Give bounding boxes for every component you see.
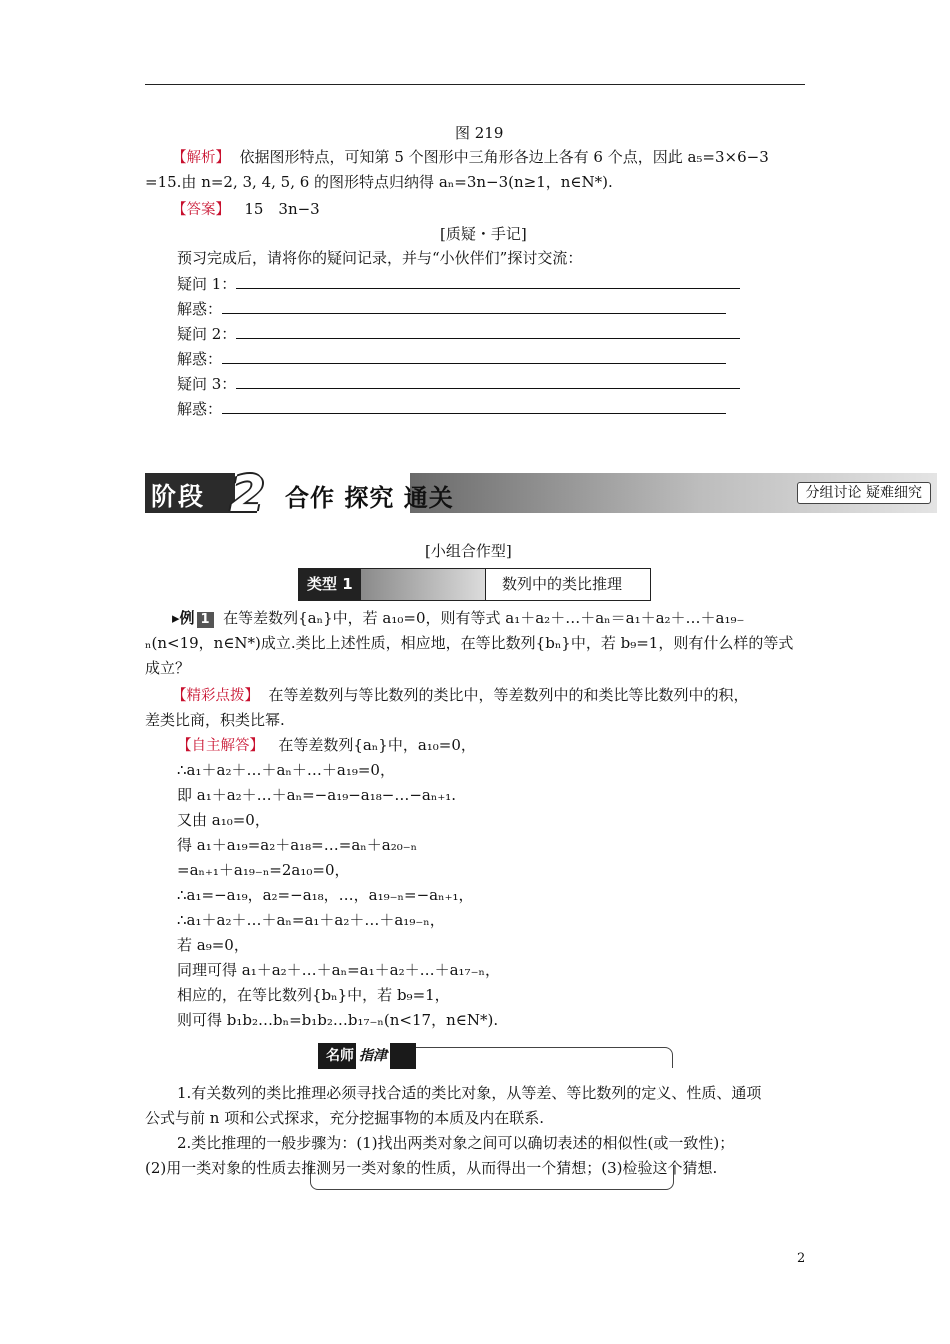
example-line-2: ₙ(n<19，n∈N*)成立.类比上述性质，相应地，在等比数列{bₙ}中，若 b₉=1，则有什么样的等式	[145, 634, 794, 652]
hint-text-1: 在等差数列与等比数列的类比中，等差数列中的和类比等比数列中的积，	[268, 686, 749, 704]
notes-row-label: 疑问 1：	[177, 275, 237, 293]
solution-line-6: ∴a₁=−a₁₉，a₂=−a₁₈，…，a₁₉₋ₙ=−aₙ₊₁，	[177, 886, 474, 904]
figure-caption: 图 219	[455, 124, 504, 142]
notes-intro: 预习完成后，请将你的疑问记录，并与“小伙伴们”探讨交流：	[177, 249, 583, 267]
analysis-line-2: =15.由 n=2, 3, 4, 5, 6 的图形特点归纳得 aₙ=3n−3(n≥1，n∈N*).	[145, 173, 613, 191]
hint-line-2: 差类比商，积类比幂.	[145, 711, 285, 729]
teacher-note-p2-2: (2)用一类对象的性质去推测另一类对象的性质，从而得出一个猜想；(3)检验这个猜想.	[145, 1159, 718, 1177]
page-number: 2	[797, 1251, 806, 1266]
type-1-label: 类型 1	[299, 569, 361, 600]
teacher-note-p2-1: 2.类比推理的一般步骤为：(1)找出两类对象之间可以确切表述的相似性(或一致性)；	[177, 1134, 735, 1152]
analysis-line-1	[172, 145, 769, 170]
example-badge: ▸例 1	[172, 606, 214, 630]
notes-row-label: 疑问 3：	[177, 375, 237, 393]
solution-line-5: =aₙ₊₁＋a₁₉₋ₙ=2a₁₀=0，	[177, 861, 350, 879]
teacher-note-badge-text: 名师	[326, 1048, 354, 1064]
notes-row-label: 解惑：	[177, 300, 223, 318]
notes-row-1	[177, 272, 740, 296]
solution-line-0	[177, 733, 476, 758]
teacher-note-top-border	[416, 1047, 673, 1068]
solution-line-10: 相应的，在等比数列{bₙ}中，若 b₉=1，	[177, 986, 450, 1004]
notes-row-2	[177, 297, 726, 321]
stage-banner	[145, 465, 937, 523]
question-1-field[interactable]	[236, 274, 740, 289]
notes-row-label: 疑问 2：	[177, 325, 237, 343]
question-3-field[interactable]	[236, 374, 740, 389]
group-type-heading: [小组合作型]	[425, 542, 512, 560]
answer-text: 15 3n−3	[244, 200, 320, 218]
stage-tag: 分组讨论 疑难细究	[797, 482, 931, 504]
hint-line-1	[172, 683, 749, 708]
answer-1-field[interactable]	[222, 299, 726, 314]
analysis-text-1: 依据图形特点，可知第 5 个图形中三角形各边上各有 6 个点，因此 a₅=3×6−3	[239, 148, 769, 166]
example-badge-text: 例	[179, 609, 195, 627]
example-number: 1	[197, 612, 214, 628]
stage-label: 阶段	[151, 482, 206, 511]
header-rule	[145, 84, 805, 85]
notes-heading: [质疑・手记]	[440, 225, 527, 243]
solution-line-1: ∴a₁＋a₂＋…＋aₙ＋…＋a₁₉=0，	[177, 761, 395, 779]
example-text-1: 在等差数列{aₙ}中，若 a₁₀=0，则有等式 a₁＋a₂＋…＋aₙ＝a₁＋a₂＋…＋a₁₉₋	[223, 609, 745, 627]
teacher-note-badge	[318, 1043, 416, 1069]
answer-3-field[interactable]	[222, 399, 726, 414]
analysis-label: 【解析】	[172, 150, 230, 166]
solution-line-3: 又由 a₁₀=0，	[177, 811, 270, 829]
solution-label: 【自主解答】	[177, 738, 264, 754]
notes-row-label: 解惑：	[177, 350, 223, 368]
question-2-field[interactable]	[236, 324, 740, 339]
answer-label: 【答案】	[172, 202, 230, 218]
example-line-3: 成立？	[145, 659, 191, 677]
type-1-title: 数列中的类比推理	[485, 569, 649, 600]
solution-line-2: 即 a₁＋a₂＋…＋aₙ=−a₁₉−a₁₈−…−aₙ₊₁.	[177, 786, 457, 804]
hint-label: 【精彩点拨】	[172, 688, 259, 704]
notes-row-6	[177, 397, 726, 421]
answer-2-field[interactable]	[222, 349, 726, 364]
answer-line	[172, 197, 320, 222]
solution-line-9: 同理可得 a₁＋a₂＋…＋aₙ=a₁＋a₂＋…＋a₁₇₋ₙ，	[177, 961, 500, 979]
type-1-gradient	[361, 569, 485, 600]
teacher-note-badge-text-2: 指津	[356, 1043, 390, 1069]
notes-row-4	[177, 347, 726, 371]
type-1-box	[298, 568, 651, 601]
solution-line-11: 则可得 b₁b₂…bₙ=b₁b₂…b₁₇₋ₙ(n<17，n∈N*).	[177, 1011, 499, 1029]
notes-row-label: 解惑：	[177, 400, 223, 418]
solution-text-0: 在等差数列{aₙ}中，a₁₀=0，	[278, 736, 476, 754]
stage-number: 2	[230, 465, 265, 523]
example-line-1	[172, 606, 744, 630]
teacher-note-p1-1: 1.有关数列的类比推理必须寻找合适的类比对象，从等差、等比数列的定义、性质、通项	[177, 1084, 762, 1102]
stage-title: 合作 探究 通关	[285, 484, 454, 512]
notes-row-5	[177, 372, 740, 396]
solution-line-7: ∴a₁＋a₂＋…＋aₙ=a₁＋a₂＋…＋a₁₉₋ₙ，	[177, 911, 445, 929]
notes-row-3	[177, 322, 740, 346]
teacher-note-p1-2: 公式与前 n 项和公式探求，充分挖掘事物的本质及内在联系.	[145, 1109, 544, 1127]
solution-line-4: 得 a₁＋a₁₉=a₂＋a₁₈=…=aₙ＋a₂₀₋ₙ	[177, 836, 418, 854]
solution-line-8: 若 a₉=0，	[177, 936, 249, 954]
